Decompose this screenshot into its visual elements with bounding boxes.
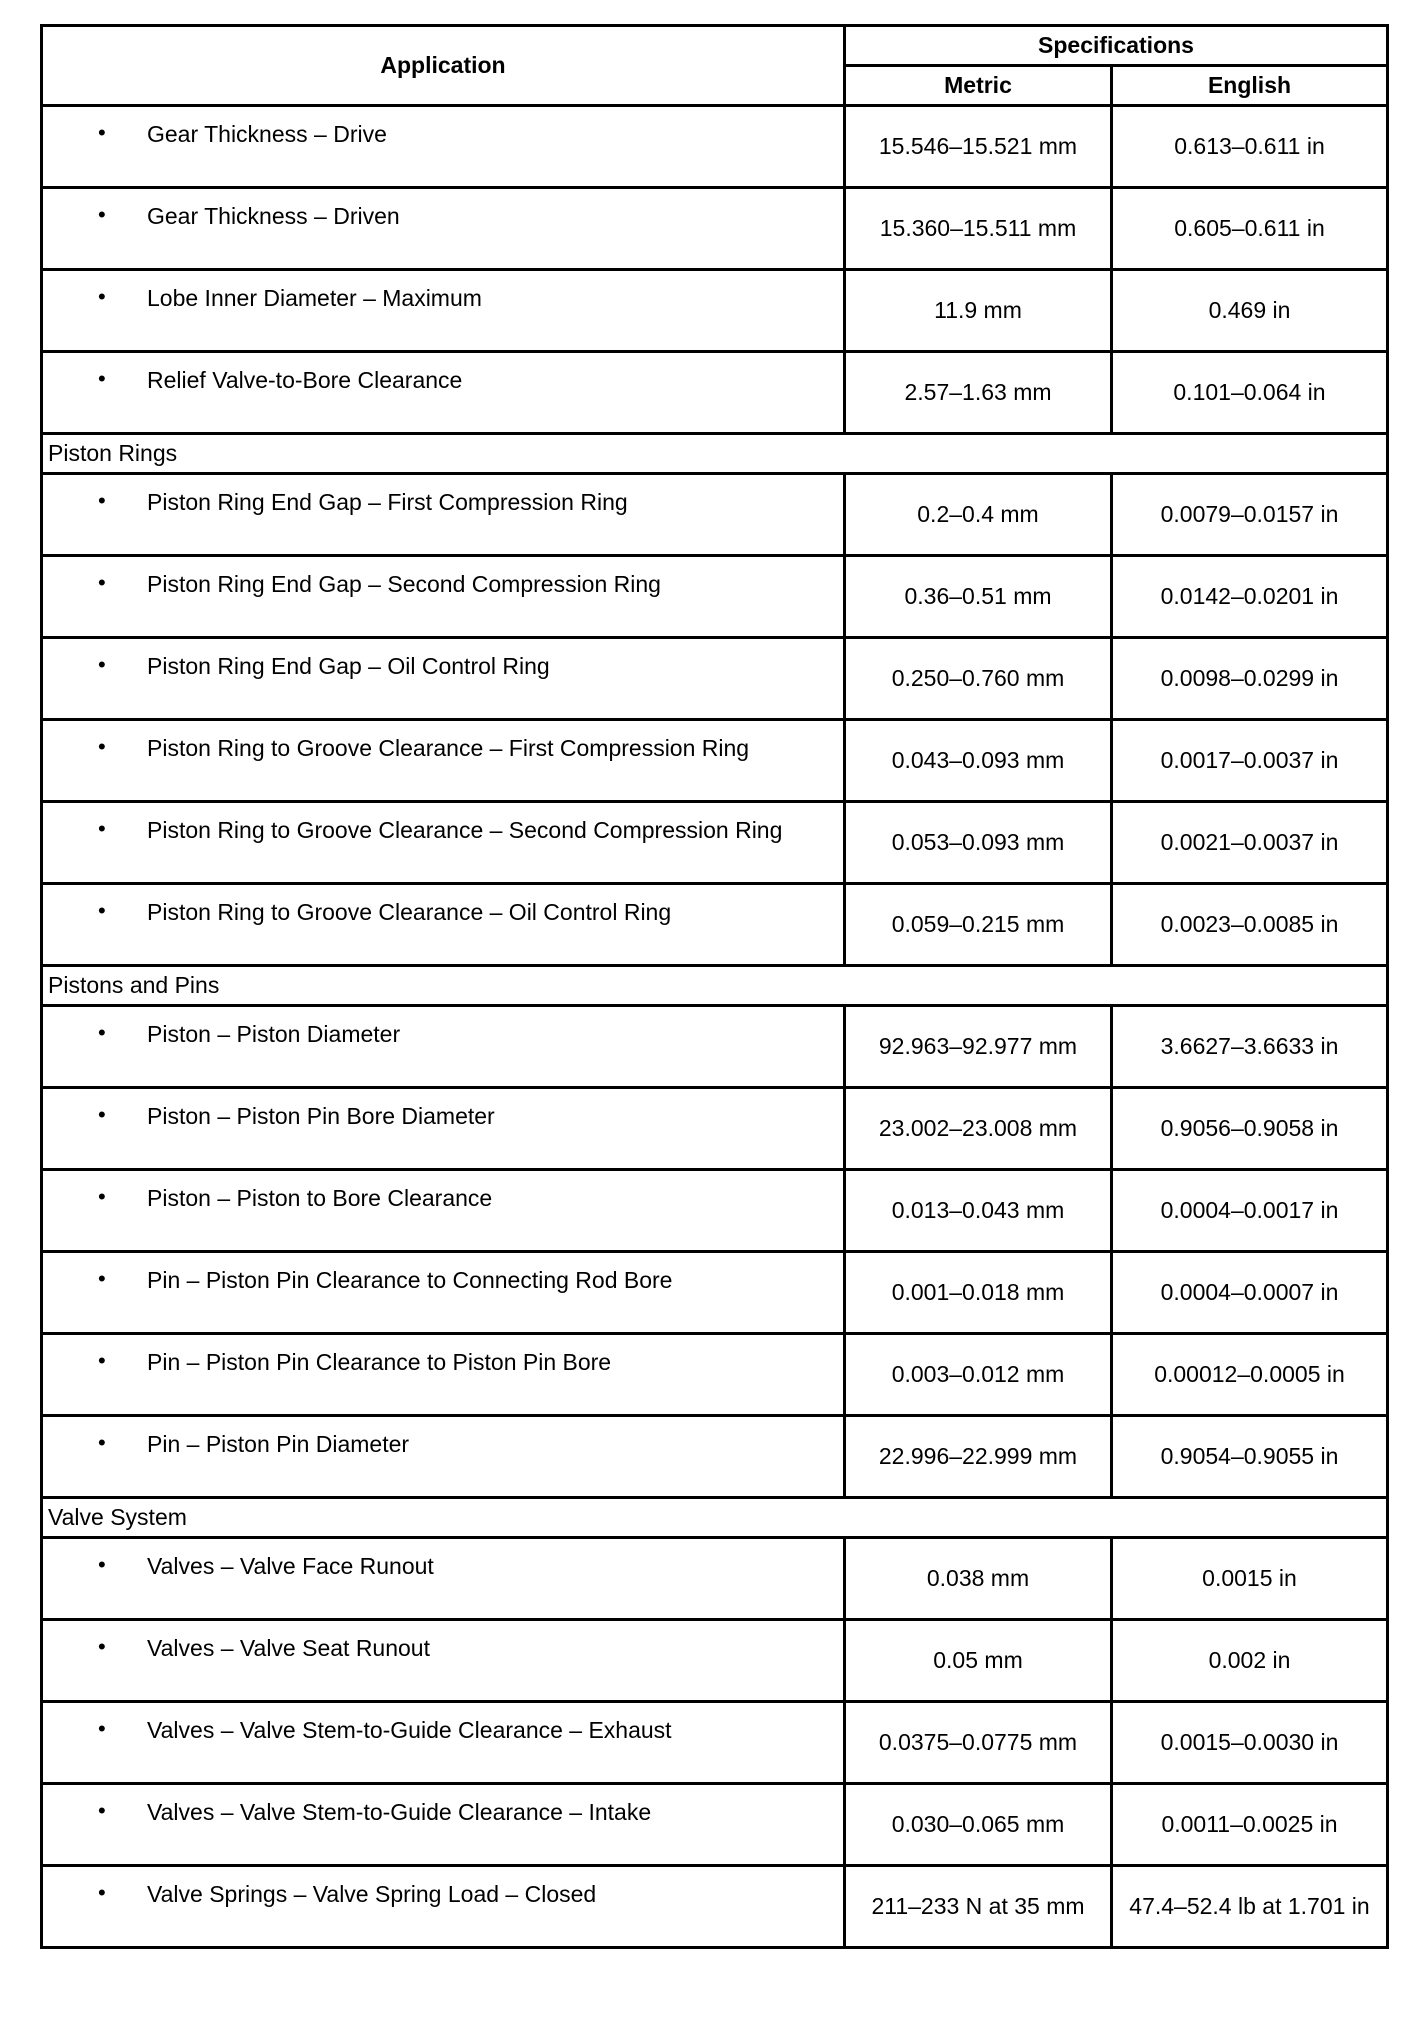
metric-value: 0.36–0.51 mm [845, 556, 1112, 638]
application-cell [42, 1784, 845, 1866]
metric-value: 211–233 N at 35 mm [845, 1866, 1112, 1948]
application-text: Valves – Valve Stem-to-Guide Clearance – Exhaust [147, 1717, 672, 1743]
application-cell [42, 1334, 845, 1416]
application-text: Lobe Inner Diameter – Maximum [147, 285, 482, 311]
application-cell [42, 188, 845, 270]
metric-value: 0.038 mm [845, 1538, 1112, 1620]
metric-value: 0.053–0.093 mm [845, 802, 1112, 884]
application-text: Valves – Valve Seat Runout [147, 1635, 430, 1661]
specifications-body [42, 106, 1388, 1948]
table-row [42, 638, 1388, 720]
application-cell [42, 1252, 845, 1334]
table-row [42, 1334, 1388, 1416]
english-value: 3.6627–3.6633 in [1112, 1006, 1388, 1088]
metric-value: 0.030–0.065 mm [845, 1784, 1112, 1866]
metric-value: 0.2–0.4 mm [845, 474, 1112, 556]
metric-value: 0.059–0.215 mm [845, 884, 1112, 966]
english-value: 0.469 in [1112, 270, 1388, 352]
english-value: 0.0079–0.0157 in [1112, 474, 1388, 556]
section-title: Pistons and Pins [42, 966, 1388, 1006]
english-value: 0.0021–0.0037 in [1112, 802, 1388, 884]
table-row [42, 1088, 1388, 1170]
table-row [42, 352, 1388, 434]
metric-value: 2.57–1.63 mm [845, 352, 1112, 434]
table-row [42, 1702, 1388, 1784]
metric-value: 23.002–23.008 mm [845, 1088, 1112, 1170]
metric-value: 92.963–92.977 mm [845, 1006, 1112, 1088]
english-value: 47.4–52.4 lb at 1.701 in [1112, 1866, 1388, 1948]
bullet-icon: • [98, 1552, 106, 1577]
metric-header: Metric [845, 66, 1112, 106]
section-row [42, 434, 1388, 474]
application-cell [42, 1866, 845, 1948]
bullet-icon: • [98, 1430, 106, 1455]
bullet-icon: • [98, 1020, 106, 1045]
english-value: 0.101–0.064 in [1112, 352, 1388, 434]
bullet-icon: • [98, 1716, 106, 1741]
application-cell [42, 720, 845, 802]
english-value: 0.0004–0.0007 in [1112, 1252, 1388, 1334]
table-row [42, 1784, 1388, 1866]
table-row [42, 1416, 1388, 1498]
application-text: Gear Thickness – Driven [147, 203, 400, 229]
bullet-icon: • [98, 202, 106, 227]
table-row [42, 1006, 1388, 1088]
table-row [42, 556, 1388, 638]
application-text: Valves – Valve Face Runout [147, 1553, 434, 1579]
bullet-icon: • [98, 120, 106, 145]
application-text: Pin – Piston Pin Clearance to Piston Pin Bore [147, 1349, 612, 1375]
english-value: 0.00012–0.0005 in [1112, 1334, 1388, 1416]
table-row [42, 802, 1388, 884]
metric-value: 22.996–22.999 mm [845, 1416, 1112, 1498]
application-cell [42, 352, 845, 434]
english-header: English [1112, 66, 1388, 106]
application-cell [42, 884, 845, 966]
table-row [42, 720, 1388, 802]
bullet-icon: • [98, 734, 106, 759]
application-text: Piston – Piston Pin Bore Diameter [147, 1103, 495, 1129]
bullet-icon: • [98, 898, 106, 923]
bullet-icon: • [98, 816, 106, 841]
table-row [42, 106, 1388, 188]
application-text: Piston – Piston to Bore Clearance [147, 1185, 493, 1211]
table-row [42, 1538, 1388, 1620]
metric-value: 0.05 mm [845, 1620, 1112, 1702]
application-text: Piston Ring End Gap – Oil Control Ring [147, 653, 550, 679]
application-cell [42, 638, 845, 720]
application-cell [42, 1538, 845, 1620]
section-title: Valve System [42, 1498, 1388, 1538]
section-row [42, 1498, 1388, 1538]
section-title: Piston Rings [42, 434, 1388, 474]
bullet-icon: • [98, 1348, 106, 1373]
metric-value: 0.250–0.760 mm [845, 638, 1112, 720]
bullet-icon: • [98, 1102, 106, 1127]
application-cell [42, 1702, 845, 1784]
metric-value: 0.0375–0.0775 mm [845, 1702, 1112, 1784]
application-text: Piston Ring to Groove Clearance – Oil Control Ring [147, 899, 672, 925]
section-row [42, 966, 1388, 1006]
bullet-icon: • [98, 1798, 106, 1823]
application-cell [42, 1416, 845, 1498]
application-text: Relief Valve-to-Bore Clearance [147, 367, 463, 393]
english-value: 0.002 in [1112, 1620, 1388, 1702]
table-row [42, 474, 1388, 556]
application-cell [42, 802, 845, 884]
application-text: Pin – Piston Pin Diameter [147, 1431, 410, 1457]
english-value: 0.0011–0.0025 in [1112, 1784, 1388, 1866]
english-value: 0.0017–0.0037 in [1112, 720, 1388, 802]
english-value: 0.0015 in [1112, 1538, 1388, 1620]
application-text: Piston Ring to Groove Clearance – First Compression Ring [147, 735, 750, 761]
application-cell [42, 270, 845, 352]
bullet-icon: • [98, 570, 106, 595]
table-row [42, 188, 1388, 270]
specifications-header: Specifications [845, 26, 1388, 66]
specifications-table [40, 24, 1389, 1949]
application-text: Piston – Piston Diameter [147, 1021, 401, 1047]
metric-value: 15.360–15.511 mm [845, 188, 1112, 270]
english-value: 0.0023–0.0085 in [1112, 884, 1388, 966]
application-text: Pin – Piston Pin Clearance to Connecting Rod Bore [147, 1267, 673, 1293]
bullet-icon: • [98, 366, 106, 391]
bullet-icon: • [98, 1880, 106, 1905]
table-row [42, 1170, 1388, 1252]
metric-value: 0.013–0.043 mm [845, 1170, 1112, 1252]
english-value: 0.9056–0.9058 in [1112, 1088, 1388, 1170]
application-cell [42, 474, 845, 556]
metric-value: 15.546–15.521 mm [845, 106, 1112, 188]
application-text: Valves – Valve Stem-to-Guide Clearance – Intake [147, 1799, 652, 1825]
application-header: Application [42, 26, 845, 106]
application-cell [42, 1006, 845, 1088]
bullet-icon: • [98, 1184, 106, 1209]
table-row [42, 1866, 1388, 1948]
application-cell [42, 1088, 845, 1170]
application-cell [42, 1170, 845, 1252]
application-cell [42, 1620, 845, 1702]
metric-value: 0.001–0.018 mm [845, 1252, 1112, 1334]
bullet-icon: • [98, 1634, 106, 1659]
metric-value: 11.9 mm [845, 270, 1112, 352]
application-text: Valve Springs – Valve Spring Load – Closed [147, 1881, 597, 1907]
metric-value: 0.043–0.093 mm [845, 720, 1112, 802]
metric-value: 0.003–0.012 mm [845, 1334, 1112, 1416]
english-value: 0.0098–0.0299 in [1112, 638, 1388, 720]
application-cell [42, 106, 845, 188]
bullet-icon: • [98, 488, 106, 513]
bullet-icon: • [98, 1266, 106, 1291]
bullet-icon: • [98, 652, 106, 677]
application-text: Piston Ring to Groove Clearance – Second Compression Ring [147, 817, 783, 843]
table-row [42, 1252, 1388, 1334]
english-value: 0.9054–0.9055 in [1112, 1416, 1388, 1498]
application-text: Piston Ring End Gap – First Compression Ring [147, 489, 628, 515]
english-value: 0.0004–0.0017 in [1112, 1170, 1388, 1252]
english-value: 0.613–0.611 in [1112, 106, 1388, 188]
table-row [42, 270, 1388, 352]
application-text: Piston Ring End Gap – Second Compression Ring [147, 571, 661, 597]
application-text: Gear Thickness – Drive [147, 121, 387, 147]
table-row [42, 884, 1388, 966]
bullet-icon: • [98, 284, 106, 309]
english-value: 0.605–0.611 in [1112, 188, 1388, 270]
english-value: 0.0015–0.0030 in [1112, 1702, 1388, 1784]
application-cell [42, 556, 845, 638]
english-value: 0.0142–0.0201 in [1112, 556, 1388, 638]
table-row [42, 1620, 1388, 1702]
